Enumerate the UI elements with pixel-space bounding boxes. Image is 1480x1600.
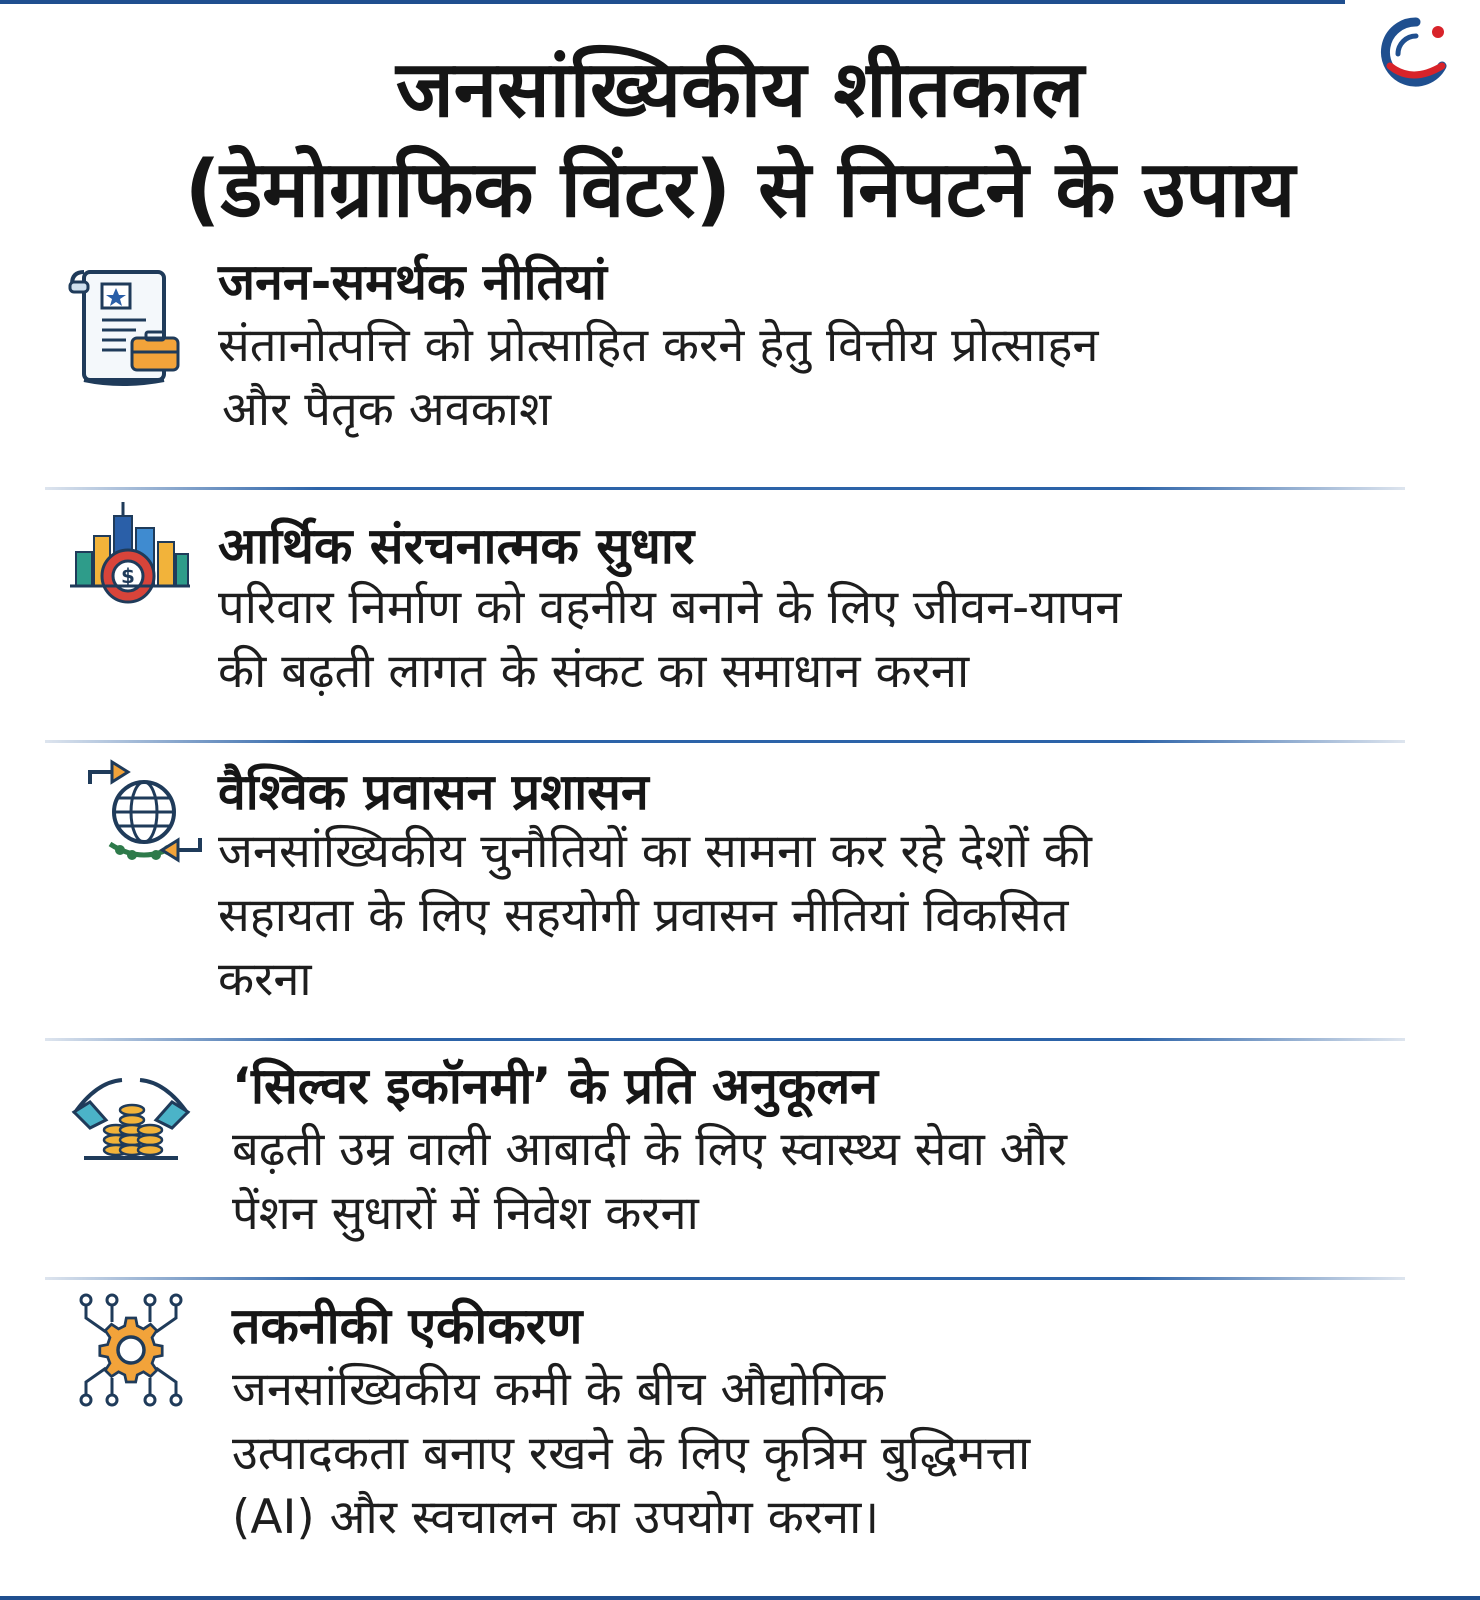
item-description-line: जनसांख्यिकीय कमी के बीच औद्योगिक (232, 1362, 886, 1417)
item-heading: वैश्विक प्रवासन प्रशासन (218, 763, 649, 821)
item-description (218, 314, 1098, 442)
item-description-line: उत्पादकता बनाए रखने के लिए कृत्रिम बुद्धिमत्ता (232, 1426, 1031, 1481)
silver-economy-coins-icon (66, 1062, 196, 1192)
item-description-line: परिवार निर्माण को वहनीय बनाने के लिए जीवन-यापन (218, 580, 1122, 635)
item-description-line: बढ़ती उम्र वाली आबादी के लिए स्वास्थ्य सेवा और (232, 1122, 1067, 1177)
item-description-line: सहायता के लिए सहयोगी प्रवासन नीतियां विकसित (218, 888, 1069, 943)
technology-integration-gear-icon (66, 1288, 196, 1418)
item-heading: ‘सिल्वर इकॉनमी’ के प्रति अनुकूलन (232, 1057, 878, 1115)
page-title (30, 40, 1450, 240)
item-description-line: जनसांख्यिकीय चुनौतियों का सामना कर रहे देशों की (218, 824, 1092, 879)
section-divider (45, 487, 1405, 490)
global-migration-icon (82, 754, 212, 884)
section-divider (45, 1038, 1405, 1041)
item-heading: तकनीकी एकीकरण (232, 1297, 583, 1355)
section-divider (45, 740, 1405, 743)
policy-scroll-icon (62, 262, 192, 392)
item-heading: जनन-समर्थक नीतियां (218, 253, 607, 311)
item-description-line: पेंशन सुधारों में निवेश करना (232, 1186, 699, 1241)
item-description-line: संतानोत्पत्ति को प्रोत्साहित करने हेतु वित्तीय प्रोत्साहन (218, 318, 1099, 373)
item-heading: आर्थिक संरचनात्मक सुधार (218, 517, 695, 575)
top-accent-bar (0, 0, 1345, 4)
item-description (218, 820, 1092, 1012)
item-description (218, 576, 1121, 704)
economic-reform-gear-icon (66, 496, 196, 626)
item-description (232, 1118, 1067, 1246)
item-description-line: करना (218, 952, 312, 1007)
item-description-line: (AI) और स्वचालन का उपयोग करना। (232, 1490, 880, 1545)
section-divider (45, 1277, 1405, 1280)
title-line-1: जनसांख्यिकीय शीतकाल (395, 45, 1085, 135)
bottom-accent-bar (0, 1596, 1480, 1600)
item-description (232, 1358, 1030, 1550)
item-description-line: की बढ़ती लागत के संकट का समाधान करना (218, 644, 970, 699)
item-description-line: और पैतृक अवकाश (222, 382, 552, 437)
title-line-2: (डेमोग्राफिक विंटर) से निपटने के उपाय (184, 145, 1296, 235)
svg-text:$: $ (121, 564, 135, 588)
